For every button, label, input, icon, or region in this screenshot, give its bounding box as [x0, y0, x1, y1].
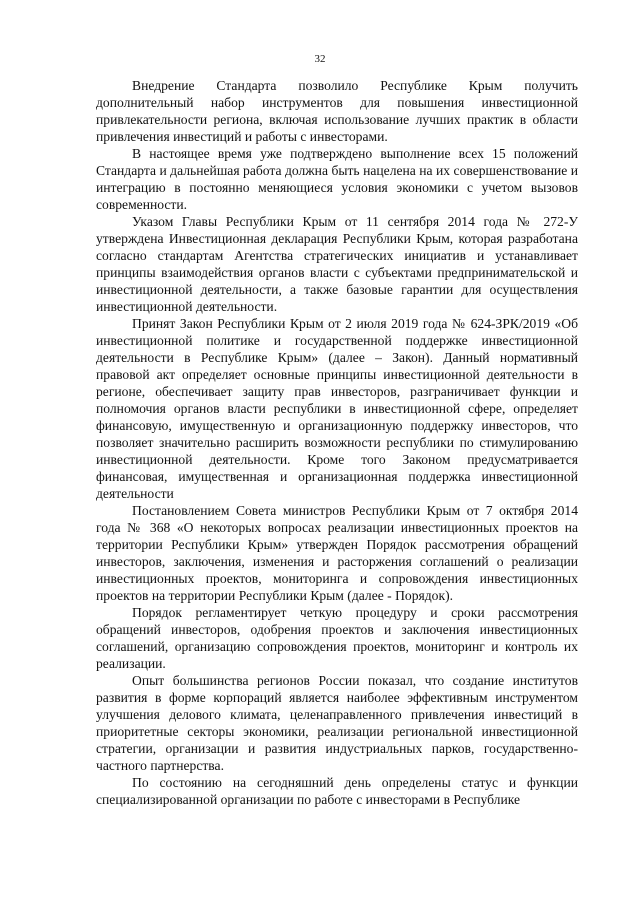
paragraph-standard-introduction: Внедрение Стандарта позволило Республике Крым получить дополнительный набор инструментов для повышения инвестиционной привлекательности региона, включая использование лучших практик в области привлечения инвестиций и работы с инвесторами. — [96, 78, 578, 144]
document-body — [96, 77, 578, 808]
paragraph-specialized-organization: По состоянию на сегодняшний день определены статус и функции специализированной организации по работе с инвесторами в Республике — [96, 775, 578, 807]
paragraph-development-institutions: Опыт большинства регионов России показал, что создание институтов развития в форме корпораций является наиболее эффективным инструментом улучшения делового климата, целенаправленного привлечения инвестиций в приоритетные секторы экономики, реализации региональной инвестиционной стратегии, организации и развития индустриальных парков, государственно-частного партнерства. — [96, 673, 578, 773]
paragraph-procedure: Порядок регламентирует четкую процедуру и сроки рассмотрения обращений инвесторов, одобрения проектов и заключения инвестиционных соглашений, организацию сопровождения проектов, мониторинг и контроль их реализации. — [96, 605, 578, 671]
paragraph-investment-declaration: Указом Главы Республики Крым от 11 сентября 2014 года № 272-У утверждена Инвестиционная декларация Республики Крым, которая разработана согласно стандартам Агентства стратегических инициатив и устанавливает принципы взаимодействия органов власти с субъектами предпринимательской и инвестиционной деятельности, а также базовые гарантии для осуществления инвестиционной деятельности. — [96, 214, 578, 314]
paragraph-investment-law: Принят Закон Республики Крым от 2 июля 2019 года № 624-ЗРК/2019 «Об инвестиционной политике и государственной поддержке инвестиционной деятельности в Республике Крым» (далее – Закон). Данный нормативный правовой акт определяет основные принципы инвестиционной деятельности в регионе, обеспечивает защиту прав инвесторов, разграничивает функции и полномочия органов власти республики в инвестиционной сфере, определяет финансовую, имущественную и организационную поддержку инвесторов, что позволяет значительно расширить возможности республики по стимулированию инвестиционной деятельности. Кроме того Законом предусматривается финансовая, имущественная и организационная поддержка инвестиционной деятельности — [96, 316, 578, 501]
paragraph-standard-provisions: В настоящее время уже подтверждено выполнение всех 15 положений Стандарта и дальнейшая работа должна быть нацелена на их совершенствование и интеграцию в постоянно меняющиеся условия экономики с учетом вызовов современности. — [96, 146, 578, 212]
page-number: 32 — [314, 53, 326, 65]
paragraph-council-resolution: Постановлением Совета министров Республики Крым от 7 октября 2014 года № 368 «О некоторых вопросах реализации инвестиционных проектов на территории Республики Крым» утвержден Порядок рассмотрения обращений инвесторов, заключения, изменения и расторжения соглашений о реализации инвестиционных проектов, мониторинга и сопровождения инвестиционных проектов на территории Республики Крым (далее - Порядок). — [96, 503, 578, 603]
